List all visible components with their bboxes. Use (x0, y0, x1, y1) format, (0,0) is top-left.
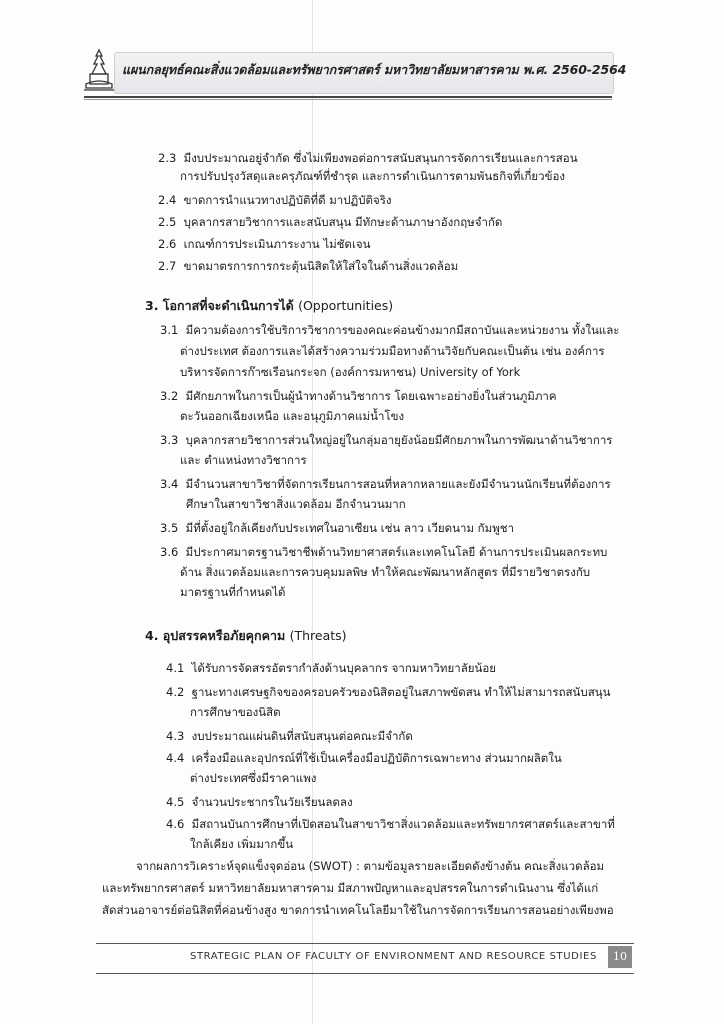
list-item-2-4: 2.4 ขาดการนำแนวทางปฏิบัติที่ดี มาปฏิบัติจริง (158, 193, 392, 207)
list-item-2-6: 2.6 เกณฑ์การประเมินภาระงาน ไม่ชัดเจน (158, 237, 371, 251)
section-heading-opportunities: 3. โอกาสที่จะดำเนินการได้ (Opportunities) (145, 298, 394, 313)
list-item-4-4-cont: ต่างประเทศซึ่งมีราคาแพง (190, 771, 317, 785)
list-item-3-6-cont: ด้าน สิ่งแวดล้อมและการควบคุมมลพิษ ทำให้คณะพัฒนาหลักสูตร ที่มีรายวิชาตรงกับ (180, 565, 591, 579)
list-item-4-3: 4.3 งบประมาณแผ่นดินที่สนับสนุนต่อคณะมีจำกัด (166, 729, 413, 743)
list-item-3-2: 3.2 มีศักยภาพในการเป็นผู้นำทางด้านวิชาการ โดยเฉพาะอย่างยิ่งในส่วนภูมิภาค (160, 389, 557, 403)
list-item-3-1: 3.1 มีความต้องการใช้บริการวิชาการของคณะค่อนข้างมากมีสถาบันและหน่วยงาน ทั้งในและ (160, 323, 620, 337)
list-item-3-4: 3.4 มีจำนวนสาขาวิชาที่จัดการเรียนการสอนที่หลากหลายและยังมีจำนวนนักเรียนที่ต้องการ (160, 477, 611, 491)
university-seal-icon (82, 48, 116, 94)
list-item-4-1: 4.1 ได้รับการจัดสรรอัตรากำลังด้านบุคลากร จากมหาวิทยาลัยน้อย (166, 661, 496, 675)
list-item-2-5: 2.5 บุคลากรสายวิชาการและสนับสนุน มีทักษะด้านภาษาอังกฤษจำกัด (158, 215, 503, 229)
list-item-3-6-cont: มาตรฐานที่กำหนดได้ (180, 585, 286, 599)
list-item-4-2-cont: การศึกษาของนิสิต (190, 705, 281, 719)
list-item-2-3: 2.3 มีงบประมาณอยู่จำกัด ซึ่งไม่เพียงพอต่อการสนับสนุนการจัดการเรียนและการสอน (158, 151, 578, 165)
list-item-2-7: 2.7 ขาดมาตรการการกระตุ้นนิสิตให้ใส่ใจในด้านสิ่งแวดล้อม (158, 259, 459, 273)
list-item-4-6-cont: ใกล้เคียง เพิ่มมากขึ้น (190, 837, 294, 851)
list-item-4-5: 4.5 จำนวนประชากรในวัยเรียนลดลง (166, 795, 353, 809)
header-rule-thin (84, 99, 612, 100)
summary-paragraph-line-3: สัดส่วนอาจารย์ต่อนิสิตที่ค่อนข้างสูง ขาดการนำเทคโนโลยีมาใช้ในการจัดการเรียนการสอนอย่างเพียงพอ (102, 903, 614, 917)
list-item-3-5: 3.5 มีที่ตั้งอยู่ใกล้เคียงกับประเทศในอาเซียน เช่น ลาว เวียดนาม กัมพูชา (160, 521, 515, 535)
list-item-3-3-cont: และ ตำแหน่งทางวิชาการ (180, 453, 307, 467)
summary-paragraph-line-1: จากผลการวิเคราะห์จุดแข็งจุดอ่อน (SWOT) : ตามข้อมูลรายละเอียดดังข้างต้น คณะสิ่งแวดล้อม (136, 859, 605, 873)
section-heading-threats: 4. อุปสรรคหรือภัยคุกคาม (Threats) (145, 628, 347, 643)
list-item-3-1-cont: ต่างประเทศ ต้องการและได้สร้างความร่วมมือทางด้านวิจัยกับคณะเป็นต้น เช่น องค์การ (180, 344, 605, 358)
list-item-3-2-cont: ตะวันออกเฉียงเหนือ และอนุภูมิภาคแม่น้ำโขง (180, 409, 405, 423)
footer-rule-bottom (96, 973, 634, 974)
header-title: แผนกลยุทธ์คณะสิ่งแวดล้อมและทรัพยากรศาสตร์ มหาวิทยาลัยมหาสารคาม พ.ศ. 2560-2564 (122, 62, 627, 77)
list-item-3-1-cont: บริหารจัดการก๊าซเรือนกระจก (องค์การมหาชน) University of York (180, 365, 521, 379)
header-rule (84, 96, 612, 98)
list-item-4-4: 4.4 เครื่องมือและอุปกรณ์ที่ใช้เป็นเครื่องมือปฏิบัติการเฉพาะทาง ส่วนมากผลิตใน (166, 751, 562, 765)
footer-title: STRATEGIC PLAN OF FACULTY OF ENVIRONMENT AND RESOURCE STUDIES (190, 951, 597, 962)
footer-rule-top (96, 943, 634, 944)
list-item-3-6: 3.6 มีประกาศมาตรฐานวิชาชีพด้านวิทยาศาสตร์และเทคโนโลยี ด้านการประเมินผลกระทบ (160, 545, 608, 559)
list-item-4-2: 4.2 ฐานะทางเศรษฐกิจของครอบครัวของนิสิตอยู่ในสภาพขัดสน ทำให้ไม่สามารถสนับสนุน (166, 685, 611, 699)
list-item-4-6: 4.6 มีสถานบันการศึกษาที่เปิดสอนในสาขาวิชาสิ่งแวดล้อมและทรัพยากรศาสตร์และสาขาที่ (166, 817, 615, 831)
list-item-3-4-cont: ศึกษาในสาขาวิชาสิ่งแวดล้อม อีกจำนวนมาก (186, 497, 406, 511)
list-item-2-3-cont: การปรับปรุงวัสดุและครุภัณฑ์ที่ชำรุด และการดำเนินการตามพันธกิจที่เกี่ยวข้อง (180, 169, 565, 183)
summary-paragraph-line-2: และทรัพยากรศาสตร์ มหาวิทยาลัยมหาสารคาม มีสภาพปัญหาและอุปสรรคในการดำเนินงาน ซึ่งได้แก่ (102, 881, 599, 895)
page-number: 10 (608, 946, 632, 968)
list-item-3-3: 3.3 บุคลากรสายวิชาการส่วนใหญ่อยู่ในกลุ่มอายุยังน้อยมีศักยภาพในการพัฒนาด้านวิชาการ (160, 433, 613, 447)
